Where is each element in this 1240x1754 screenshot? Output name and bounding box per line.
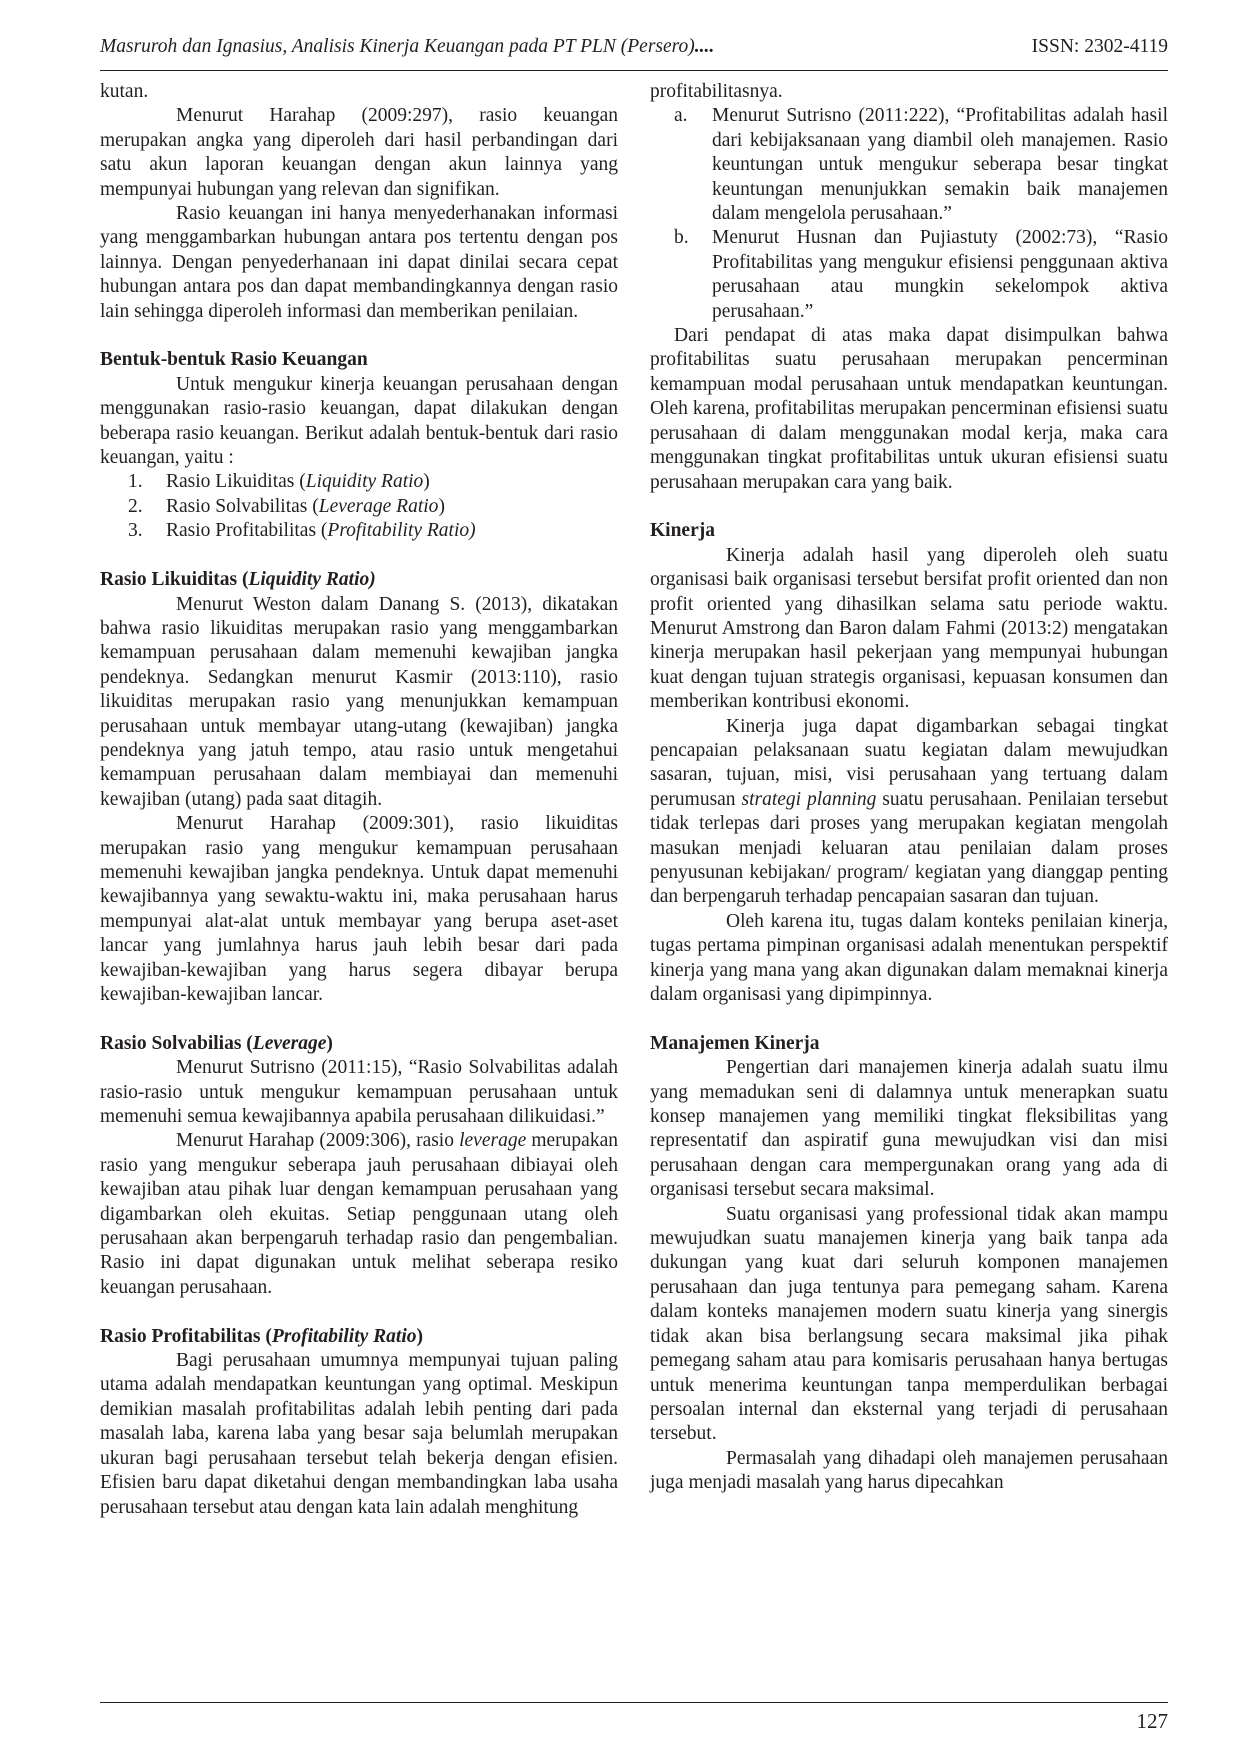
definition-list bbox=[650, 104, 1168, 324]
header-issn: ISSN: 2302-4119 bbox=[1031, 36, 1168, 57]
paragraph: Permasalah yang dihadapi oleh manajemen perusahaan juga menjadi masalah yang harus dipecahkan bbox=[650, 1447, 1168, 1494]
section-heading: Manajemen Kinerja bbox=[650, 1032, 820, 1054]
section-heading: Kinerja bbox=[650, 520, 715, 542]
paragraph: Kinerja adalah hasil yang diperoleh oleh suatu organisasi baik organisasi tersebut bersifat profit oriented dan non profit oriented yang dihasilkan selama satu periode waktu. Menurut Amstrong dan Baron dalam Fahmi (2013:2) mengatakan kinerja merupakan hasil pekerjaan yang mempunyai hubungan kuat dengan tujuan strategis organisasi, kepuasan konsumen dan memberikan kontribusi ekonomi. bbox=[650, 544, 1168, 713]
paragraph: Rasio keuangan ini hanya menyederhanakan informasi yang menggambarkan hubungan antara pos tertentu dengan pos lainnya. Dengan penyederhanaan ini dapat dinilai secara cepat hubungan antara pos dan dapat membandingkannya dengan rasio lain sehingga diperoleh informasi dan memberikan penilaian. bbox=[100, 203, 618, 322]
paragraph: kutan. bbox=[100, 81, 149, 102]
page-number: 127 bbox=[1136, 1709, 1168, 1733]
header-ellipsis: .... bbox=[694, 36, 715, 57]
paragraph: Pengertian dari manajemen kinerja adalah suatu ilmu yang memadukan seni di dalamnya untuk menerapkan suatu konsep manajemen yang memiliki tingkat fleksibilitas yang representatif dan aspiratif guna mewujudkan visi dan misi perusahaan dengan cara mempergunakan orang yang ada di organisasi tersebut secara maksimal. bbox=[650, 1057, 1168, 1201]
paragraph: Untuk mengukur kinerja keuangan perusahaan dengan menggunakan rasio-rasio keuangan, dapat dilakukan dengan beberapa rasio keuangan. Berikut adalah bentuk-bentuk dari rasio keuangan, yaitu : bbox=[100, 373, 618, 469]
section-heading: Bentuk-bentuk Rasio Keuangan bbox=[100, 349, 368, 371]
right-column bbox=[650, 80, 1168, 1496]
list-item: a. Menurut Sutrisno (2011:222), “Profitabilitas adalah hasil dari kebijaksanaan yang diambil oleh manajemen. Rasio keuntungan untuk mengukur seberapa besar tingkat keuntungan menunjukkan semakin baik manajemen dalam mengelola perusahaan.” bbox=[674, 105, 1168, 225]
section-heading: Rasio Profitabilitas (Profitability Ratio) bbox=[100, 1325, 424, 1347]
list-item: 2. Rasio Solvabilitas (Leverage Ratio) bbox=[128, 495, 445, 517]
paragraph: Menurut Harahap (2009:297), rasio keuangan merupakan angka yang diperoleh dari hasil perbandingan dari satu akun laporan keuangan dengan akun lainnya yang mempunyai hubungan yang relevan dan signifikan. bbox=[100, 105, 618, 200]
ratio-list bbox=[100, 470, 618, 543]
paragraph: Kinerja juga dapat digambarkan sebagai tingkat pencapaian pelaksanaan suatu kegiatan dalam mewujudkan sasaran, tujuan, misi, visi perusahaan yang tertuang dalam perumusan strategi planning suatu perusahaan. Penilaian tersebut tidak terlepas dari proses yang merupakan kegiatan mengolah masukan menjadi keluaran atau penilaian dalam proses penyusunan kebijakan/ program/ kegiatan yang dianggap penting dan berpengaruh terhadap pencapaian sasaran dan tujuan. bbox=[650, 715, 1169, 908]
paragraph: Oleh karena itu, tugas dalam konteks penilaian kinerja, tugas pertama pimpinan organisasi adalah menentukan perspektif kinerja yang mana yang akan digunakan dalam memaknai kinerja dalam organisasi yang dipimpinnya. bbox=[650, 910, 1168, 1006]
list-item: b. Menurut Husnan dan Pujiastuty (2002:73), “Rasio Profitabilitas yang mengukur efisiensi penggunaan aktiva perusahaan atau mungkin sekelompok aktiva perusahaan.” bbox=[674, 227, 1168, 322]
paragraph: Menurut Weston dalam Danang S. (2013), dikatakan bahwa rasio likuiditas merupakan rasio yang menggambarkan kemampuan perusahaan dalam memenuhi kewajiban jangka pendeknya. Sedangkan menurut Kasmir (2013:110), rasio likuiditas merupakan rasio yang menunjukkan kemampuan perusahaan untuk membayar utang-utang (kewajiban) jangka pendeknya yang jatuh tempo, atau rasio untuk mengetahui kemampuan perusahaan dalam membiayai dan memenuhi kewajiban (utang) pada saat ditagih. bbox=[100, 593, 618, 810]
paragraph: Suatu organisasi yang professional tidak akan mampu mewujudkan suatu manajemen kinerja yang baik tanpa ada dukungan yang kuat dari seluruh komponen manajemen perusahaan dan juga tentunya para pemegang saham. Karena dalam konteks manajemen modern suatu kinerja yang sinergis tidak akan bisa berlangsung secara maksimal jika pihak pemegang saham atau para komisaris perusahaan hanya bertugas untuk menerima keuntungan tanpa memperdulikan berbagai persoalan internal dan eksternal yang terjadi di perusahaan tersebut. bbox=[650, 1203, 1168, 1445]
section-heading: Rasio Solvabilias (Leverage) bbox=[100, 1032, 333, 1054]
paragraph: Menurut Harahap (2009:306), rasio leverage merupakan rasio yang mengukur seberapa jauh perusahaan dibiayai oleh kewajiban atau pihak luar dengan kemampuan perusahaan yang digambarkan oleh ekuitas. Setiap penggunaan utang oleh perusahaan akan berpengaruh terhadap rasio dan pengembalian. Rasio ini dapat digunakan untuk melihat seberapa resiko keuangan perusahaan. bbox=[100, 1130, 618, 1298]
header-citation bbox=[100, 36, 714, 58]
paragraph: Bagi perusahaan umumnya mempunyai tujuan paling utama adalah mendapatkan keuntungan yang optimal. Meskipun demikian masalah profitabilitas adalah lebih penting dari pada masalah laba, karena laba yang besar saja belumlah merupakan ukuran bagi perusahaan tersebut telah bekerja dengan efisien. Efisien baru dapat diketahui dengan membandingkan laba usaha perusahaan tersebut atau dengan kata lain adalah menghitung bbox=[100, 1350, 618, 1518]
paragraph: profitabilitasnya. bbox=[650, 81, 783, 102]
paragraph: Menurut Sutrisno (2011:15), “Rasio Solvabilitas adalah rasio-rasio untuk mengukur kemampuan perusahaan untuk memenuhi semua kewajibannya apabila perusahaan dilikuidasi.” bbox=[100, 1057, 618, 1128]
list-item: 1. Rasio Likuiditas (Liquidity Ratio) bbox=[128, 471, 430, 493]
left-column bbox=[100, 80, 618, 1520]
paragraph: Menurut Harahap (2009:301), rasio likuiditas merupakan rasio yang mengukur kemampuan perusahaan memenuhi kewajiban jangka pendeknya. Untuk dapat memenuhi kewajibannya yang sewaktu-waktu ini, maka perusahaan harus mempunyai alat-alat untuk membayar yang berupa aset-aset lancar yang jumlahnya harus jauh lebih besar dari pada kewajiban-kewajiban yang harus segera dibayar berupa kewajiban-kewajiban lancar. bbox=[100, 813, 618, 1005]
list-item: 3. Rasio Profitabilitas (Profitability Ratio) bbox=[128, 520, 476, 542]
paragraph: Dari pendapat di atas maka dapat disimpulkan bahwa profitabilitas suatu perusahaan merupakan pencerminan kemampuan modal perusahaan untuk mendapatkan keuntungan. Oleh karena, profitabilitas merupakan pencerminan efisiensi suatu perusahaan di dalam menggunakan modal kerja, maka cara menggunakan tingkat profitabilitas untuk ukuran efisiensi suatu perusahaan merupakan cara yang baik. bbox=[650, 325, 1168, 493]
running-header bbox=[100, 36, 1168, 71]
page-footer bbox=[100, 1702, 1168, 1733]
header-authors-title: Masruroh dan Ignasius, Analisis Kinerja Keuangan pada PT PLN (Persero) bbox=[100, 36, 695, 57]
section-heading: Rasio Likuiditas (Liquidity Ratio) bbox=[100, 569, 376, 591]
